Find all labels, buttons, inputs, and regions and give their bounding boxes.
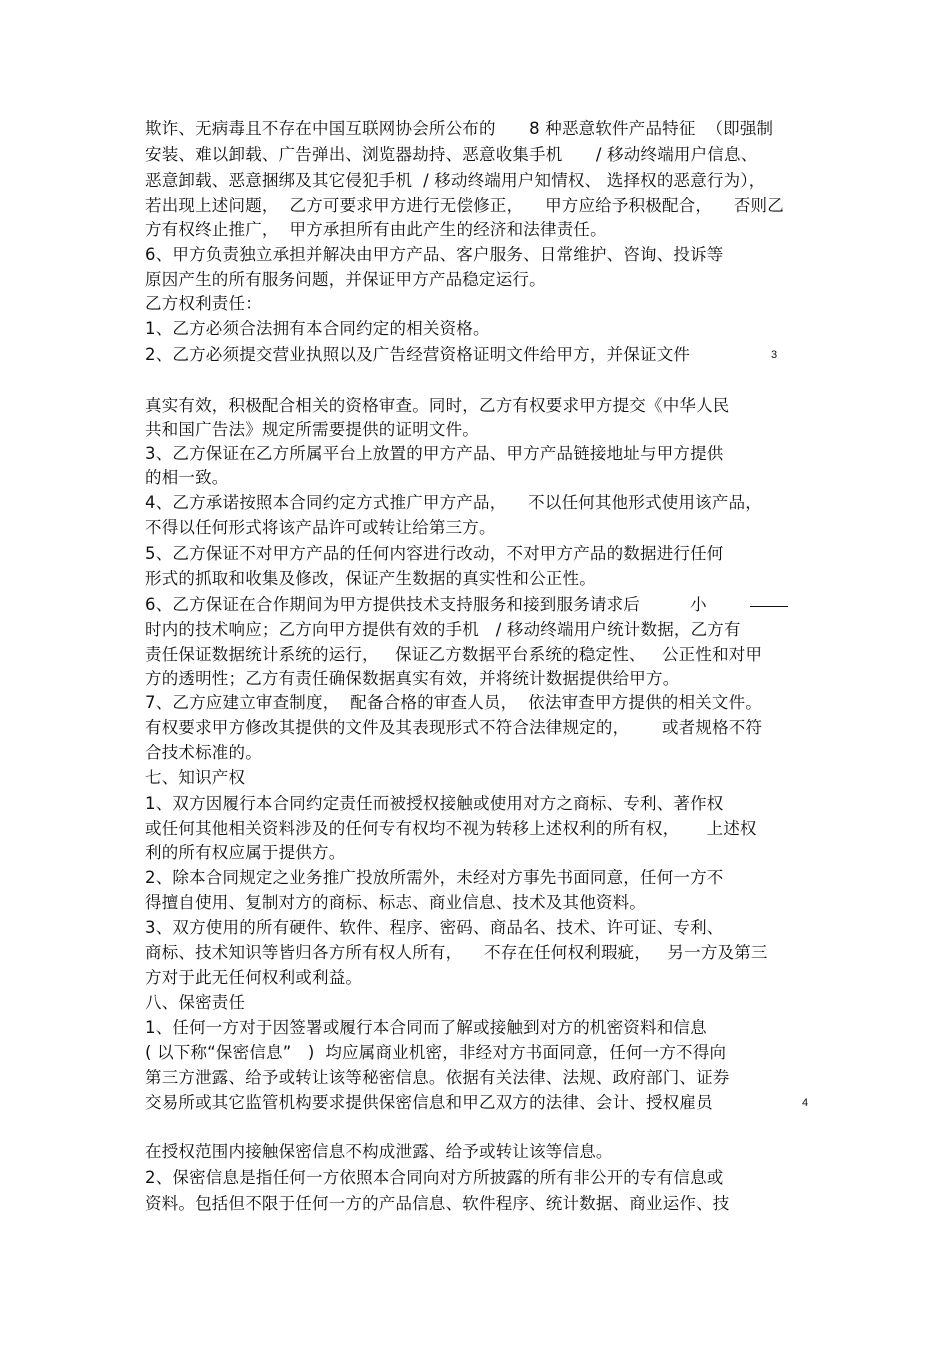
text-line: 3、双方使用的所有硬件、软件、程序、密码、商品名、技术、许可证、专利、: [145, 918, 724, 937]
section-heading: 八、保密责任: [145, 993, 246, 1012]
text-line: 或任何其他相关资料涉及的任何专有权均不视为转移上述权利的所有权， 上述权: [145, 819, 757, 838]
text-line: 6、乙方保证在合作期间为甲方提供技术支持服务和接到服务请求后 小: [145, 595, 707, 614]
text-line: 得擅自使用、复制对方的商标、标志、商业信息、技术及其他资料。: [145, 893, 646, 912]
text-line: 方对于此无任何权利或利益。: [145, 968, 363, 987]
text-line: 不得以任何形式将该产品许可或转让给第三方。: [145, 518, 496, 537]
text-line: 6、甲方负责独立承担并解决由甲方产品、客户服务、日常维护、咨询、投诉等: [145, 245, 724, 264]
text-line: 5、乙方保证不对甲方产品的任何内容进行改动，不对甲方产品的数据进行任何: [145, 544, 724, 563]
text-line: 责任保证数据统计系统的运行， 保证乙方数据平台系统的稳定性、 公正性和对甲: [145, 645, 763, 664]
text-line: 若出现上述问题， 乙方可要求甲方进行无偿修正， 甲方应给予积极配合， 否则乙: [145, 196, 784, 215]
page-number: 4: [802, 1097, 809, 1109]
text-line: 3、乙方保证在乙方所属平台上放置的甲方产品、甲方产品链接地址与甲方提供: [145, 444, 724, 463]
text-line: 真实有效，积极配合相关的资格审查。同时，乙方有权要求甲方提交《中华人民: [145, 396, 730, 415]
text-line: 2、乙方必须提交营业执照以及广告经营资格证明文件给甲方，并保证文件: [145, 345, 691, 364]
text-line: 4、乙方承诺按照本合同约定方式推广甲方产品， 不以任何其他形式使用该产品，: [145, 493, 762, 512]
text-line: 利的所有权应属于提供方。: [145, 843, 346, 862]
section-heading: 七、知识产权: [145, 768, 246, 787]
text-line: 2、保密信息是指任何一方依照本合同向对方所披露的所有非公开的专有信息或: [145, 1168, 724, 1187]
text-line: 在授权范围内接触保密信息不构成泄露、给予或转让该等信息。: [145, 1142, 613, 1161]
text-line: 交易所或其它监管机构要求提供保密信息和甲乙双方的法律、会计、授权雇员: [145, 1093, 713, 1112]
text-line: 欺诈、无病毒且不存在中国互联网协会所公布的 8 种恶意软件产品特征 （即强制: [145, 119, 774, 138]
section-heading: 乙方权利责任：: [145, 294, 262, 313]
text-line: 有权要求甲方修改其提供的文件及其表现形式不符合法律规定的， 或者规格不符: [145, 718, 763, 737]
page-number: 3: [771, 349, 778, 361]
text-line: 第三方泄露、给予或转让该等秘密信息。依据有关法律、法规、政府部门、证券: [145, 1068, 730, 1087]
text-line: 形式的抓取和收集及修改，保证产生数据的真实性和公正性。: [145, 569, 596, 588]
text-line: 资料。包括但不限于任何一方的产品信息、软件程序、统计数据、商业运作、技: [145, 1194, 730, 1213]
text-line: 共和国广告法》规定所需要提供的证明文件。: [145, 420, 479, 439]
text-line: 1、双方因履行本合同约定责任而被授权接触或使用对方之商标、专利、著作权: [145, 794, 724, 813]
text-line: 商标、技术知识等皆归各方所有权人所有， 不存在任何权利瑕疵， 另一方及第三: [145, 943, 768, 962]
text-line: 1、任何一方对于因签署或履行本合同而了解或接触到对方的机密资料和信息: [145, 1018, 707, 1037]
text-line: 2、除本合同规定之业务推广投放所需外，未经对方事先书面同意，任何一方不: [145, 868, 724, 887]
text-line: ( 以下称“保密信息” ) 均应属商业机密，非经对方书面同意，任何一方不得向: [145, 1043, 727, 1062]
text-line: 恶意卸载、恶意捆绑及其它侵犯手机 / 移动终端用户知情权、 选择权的恶意行为），: [145, 171, 766, 190]
text-line: 7、乙方应建立审查制度， 配备合格的审查人员， 依法审查甲方提供的相关文件。: [145, 693, 762, 712]
text-line: 合技术标准的。: [145, 743, 262, 762]
text-line: 1、乙方必须合法拥有本合同约定的相关资格。: [145, 319, 490, 338]
text-line: 原因产生的所有服务问题，并保证甲方产品稳定运行。: [145, 270, 546, 289]
text-line: 安装、难以卸载、广告弹出、浏览器劫持、恶意收集手机 / 移动终端用户信息、: [145, 145, 758, 164]
text-line: 方有权终止推广， 甲方承担所有由此产生的经济和法律责任。: [145, 220, 607, 239]
blank-underline: [750, 606, 788, 607]
text-line: 时内的技术响应；乙方向甲方提供有效的手机 / 移动终端用户统计数据，乙方有: [145, 620, 741, 639]
text-line: 的相一致。: [145, 468, 229, 487]
text-line: 方的透明性；乙方有责任确保数据真实有效，并将统计数据提供给甲方。: [145, 669, 680, 688]
